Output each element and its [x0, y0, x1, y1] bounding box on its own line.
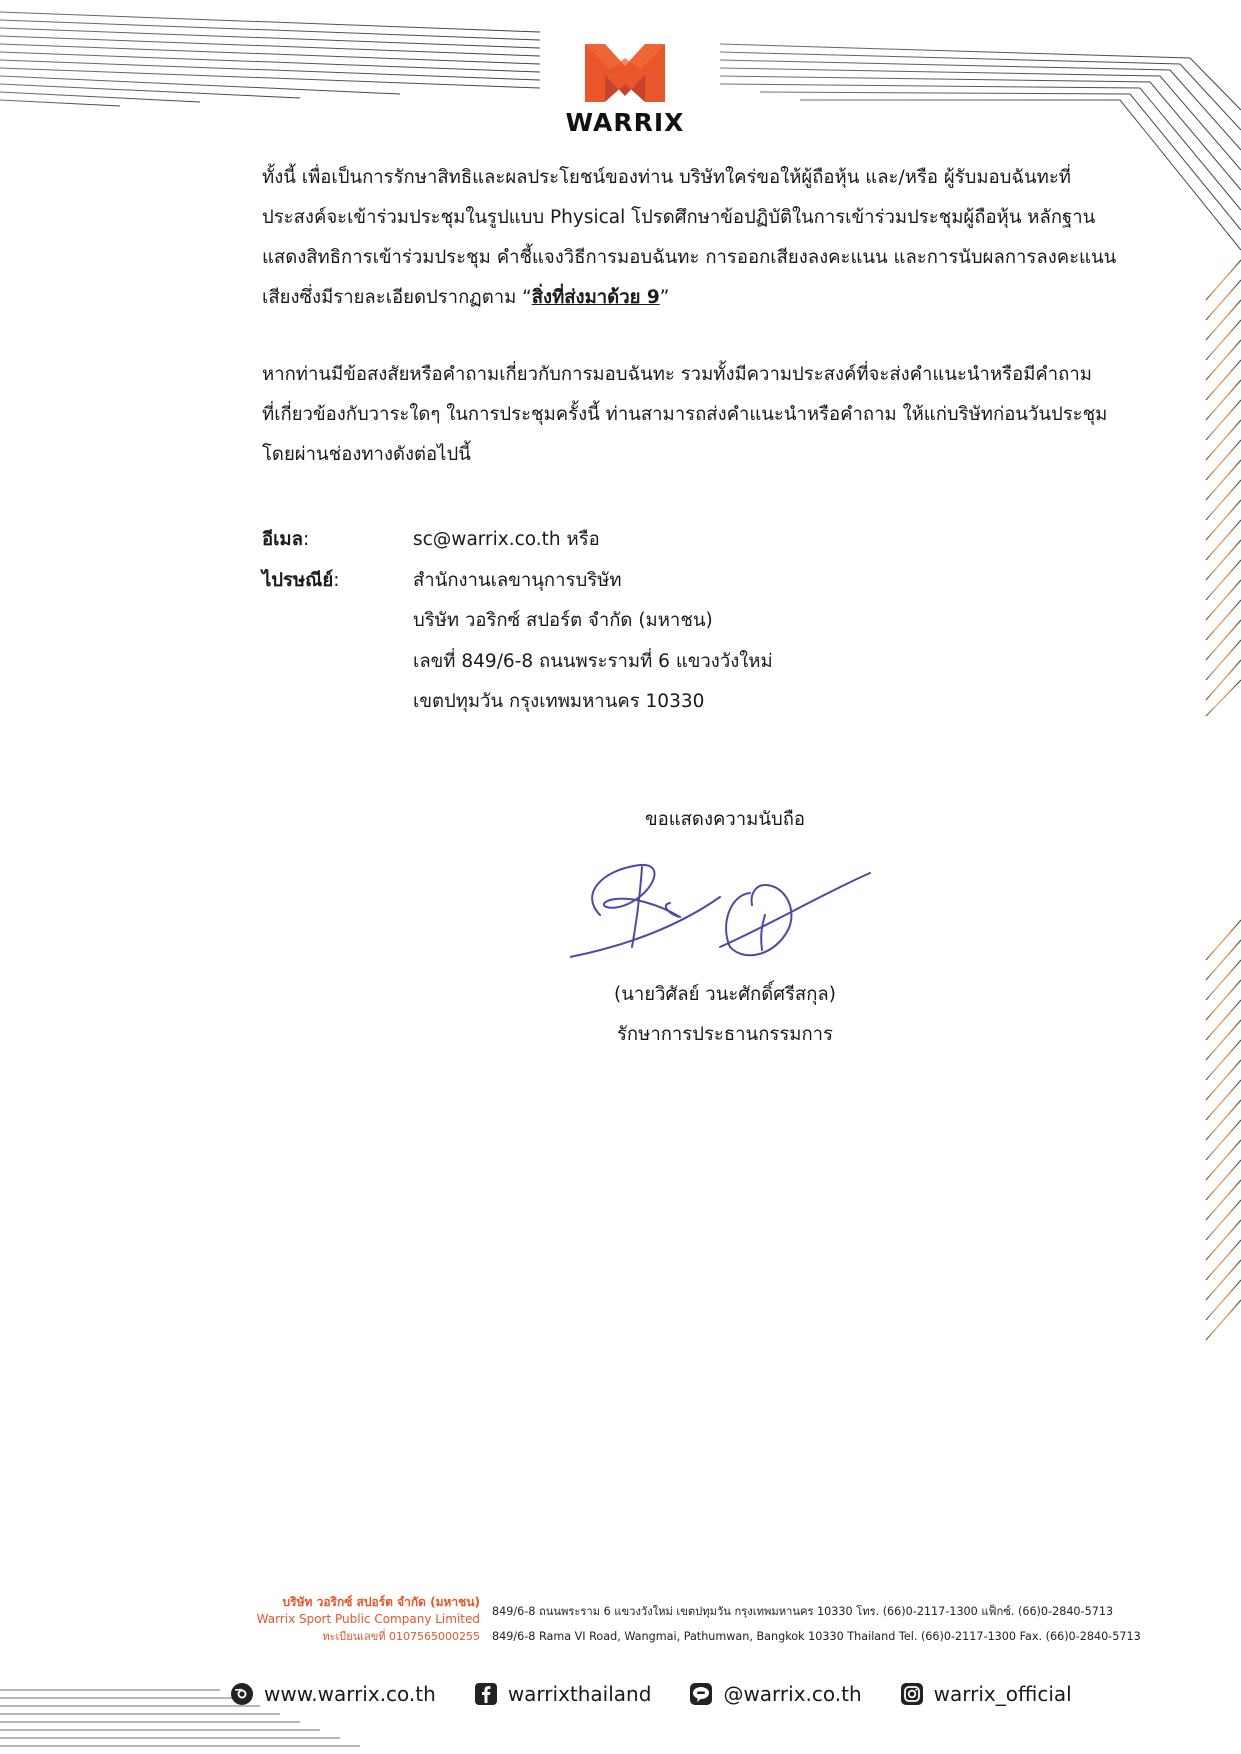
address-en: 849/6-8 Rama VI Road, Wangmai, Pathumwan, Bangkok 10330 Thailand Tel. (66)0-2117-1300 Fax. (66)0-2840-5713 [492, 1630, 1141, 1643]
text-line: ที่เกี่ยวข้องกับวาระใดๆ ในการประชุมครั้งนี้ ท่านสามารถส่งคำแนะนำหรือคำถาม ให้แก่บริษัทก่อนวันประชุม [262, 404, 1108, 425]
signatory-title: รักษาการประธานกรรมการ [617, 1024, 833, 1045]
website-icon [230, 1682, 254, 1706]
company-name-en: Warrix Sport Public Company Limited [256, 1612, 480, 1626]
post-row [262, 561, 773, 723]
social-label: @warrix.co.th [723, 1682, 862, 1706]
text-fragment: เสียงซึ่งมีรายละเอียดปรากฏตาม “ [262, 287, 532, 308]
text-line: แสดงสิทธิการเข้าร่วมประชุม คำชี้แจงวิธีการมอบฉันทะ การออกเสียงลงคะแนน และการนับผลการลงคะแนน [262, 247, 1117, 268]
post-address [413, 561, 773, 723]
social-label: warrixthailand [507, 1682, 652, 1706]
social-label: www.warrix.co.th [264, 1682, 436, 1706]
footer-company [220, 1594, 480, 1645]
social-links [230, 1682, 1110, 1706]
handwritten-signature [570, 855, 880, 965]
text-line: หากท่านมีข้อสงสัยหรือคำถามเกี่ยวกับการมอบฉันทะ รวมทั้งมีความประสงค์ที่จะส่งคำแนะนำหรือมีคำถาม [262, 364, 1092, 385]
address-line: เขตปทุมวัน กรุงเทพมหานคร 10330 [413, 691, 705, 712]
contact-channels [262, 520, 773, 723]
signatory-name: (นายวิศัลย์ วนะศักดิ์ศรีสกุล) [614, 984, 836, 1005]
text-line: ทั้งนี้ เพื่อเป็นการรักษาสิทธิและผลประโยชน์ของท่าน บริษัทใคร่ขอให้ผู้ถือหุ้น และ/หรือ ผู้รับมอบฉันทะที่ [262, 167, 1071, 188]
company-name-th: บริษัท วอริกซ์ สปอร์ต จำกัด (มหาชน) [282, 1595, 480, 1609]
social-website[interactable] [230, 1682, 436, 1706]
closing-salutation: ขอแสดงความนับถือ [644, 809, 806, 830]
social-facebook[interactable] [474, 1682, 652, 1706]
company-registration: ทะเบียนเลขที่ 0107565000255 [322, 1630, 480, 1643]
post-label: ไปรษณีย์: [262, 569, 340, 591]
address-line: บริษัท วอริกซ์ สปอร์ต จำกัด (มหาชน) [413, 610, 713, 631]
warrix-logo [545, 40, 705, 140]
line-icon [689, 1682, 713, 1706]
social-instagram[interactable] [900, 1682, 1072, 1706]
text-line [262, 278, 1128, 318]
text-line: ประสงค์จะเข้าร่วมประชุมในรูปแบบ Physical โปรดศึกษาข้อปฏิบัติในการเข้าร่วมประชุมผู้ถือหุ้น หลักฐาน [262, 207, 1096, 228]
instagram-icon [900, 1682, 924, 1706]
email-value[interactable]: sc@warrix.co.th หรือ [413, 529, 600, 550]
paragraph-questions [262, 355, 1128, 475]
text-fragment: ” [659, 287, 670, 308]
warrix-logo-mark [580, 40, 670, 106]
address-th: 849/6-8 ถนนพระราม 6 แขวงวังใหม่ เขตปทุมวัน กรุงเทพมหานคร 10330 โทร. (66)0-2117-1300 แฟ็กซ์. (66)0-2840-5713 [492, 1605, 1114, 1618]
enclosure-9-link[interactable]: สิ่งที่ส่งมาด้วย 9 [531, 287, 660, 308]
email-row [262, 520, 773, 561]
address-line: สำนักงานเลขานุการบริษัท [413, 569, 622, 591]
facebook-icon [474, 1682, 498, 1706]
address-line: เลขที่ 849/6-8 ถนนพระรามที่ 6 แขวงวังใหม่ [413, 650, 773, 672]
social-label: warrix_official [933, 1682, 1072, 1706]
email-label: อีเมล: [262, 529, 310, 550]
paragraph-attendance-instructions [262, 158, 1128, 318]
text-line: โดยผ่านช่องทางดังต่อไปนี้ [262, 444, 471, 465]
footer-address [492, 1599, 1141, 1649]
social-line[interactable] [689, 1682, 861, 1706]
logo-wordmark: WARRIX [565, 108, 685, 137]
